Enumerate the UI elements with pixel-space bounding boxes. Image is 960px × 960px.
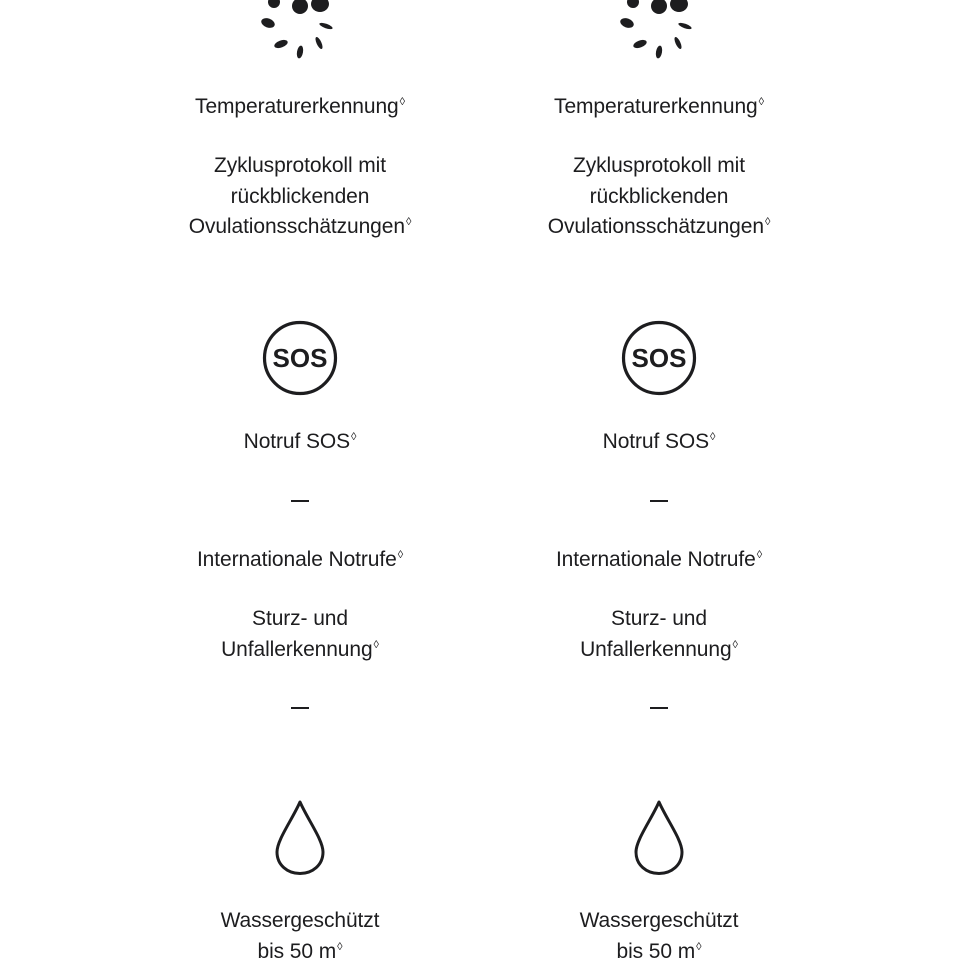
not-available-dash <box>650 707 668 709</box>
comparison-column-left <box>120 0 480 960</box>
feature-water-resistance: Wassergeschützt bis 50 m◊ <box>579 909 739 960</box>
feature-cycle-tracking: Zyklusprotokoll mit rückblickenden Ovulationsschätzungen◊ <box>188 154 412 238</box>
water-drop-icon <box>274 800 326 876</box>
temperature-sensor-dots-icon <box>619 0 699 64</box>
sos-icon <box>262 320 338 396</box>
feature-temperature: Temperaturerkennung◊ <box>554 95 764 118</box>
feature-international-emergency-calls: Internationale Notrufe◊ <box>196 548 404 571</box>
feature-temperature: Temperaturerkennung◊ <box>195 95 405 118</box>
feature-cycle-tracking: Zyklusprotokoll mit rückblickenden Ovulationsschätzungen◊ <box>547 154 771 238</box>
not-available-dash <box>291 500 309 502</box>
sos-icon <box>621 320 697 396</box>
feature-emergency-sos: Notruf SOS◊ <box>243 430 357 453</box>
comparison-column-right <box>479 0 839 960</box>
feature-emergency-sos: Notruf SOS◊ <box>602 430 716 453</box>
svg-text:SOS: SOS <box>631 343 687 373</box>
not-available-dash <box>650 500 668 502</box>
feature-fall-crash-detection: Sturz- und Unfallerkennung◊ <box>221 607 379 661</box>
not-available-dash <box>291 707 309 709</box>
svg-text:SOS: SOS <box>272 343 328 373</box>
feature-fall-crash-detection: Sturz- und Unfallerkennung◊ <box>580 607 738 661</box>
feature-water-resistance: Wassergeschützt bis 50 m◊ <box>220 909 380 960</box>
feature-international-emergency-calls: Internationale Notrufe◊ <box>555 548 763 571</box>
water-drop-icon <box>633 800 685 876</box>
temperature-sensor-dots-icon <box>260 0 340 64</box>
